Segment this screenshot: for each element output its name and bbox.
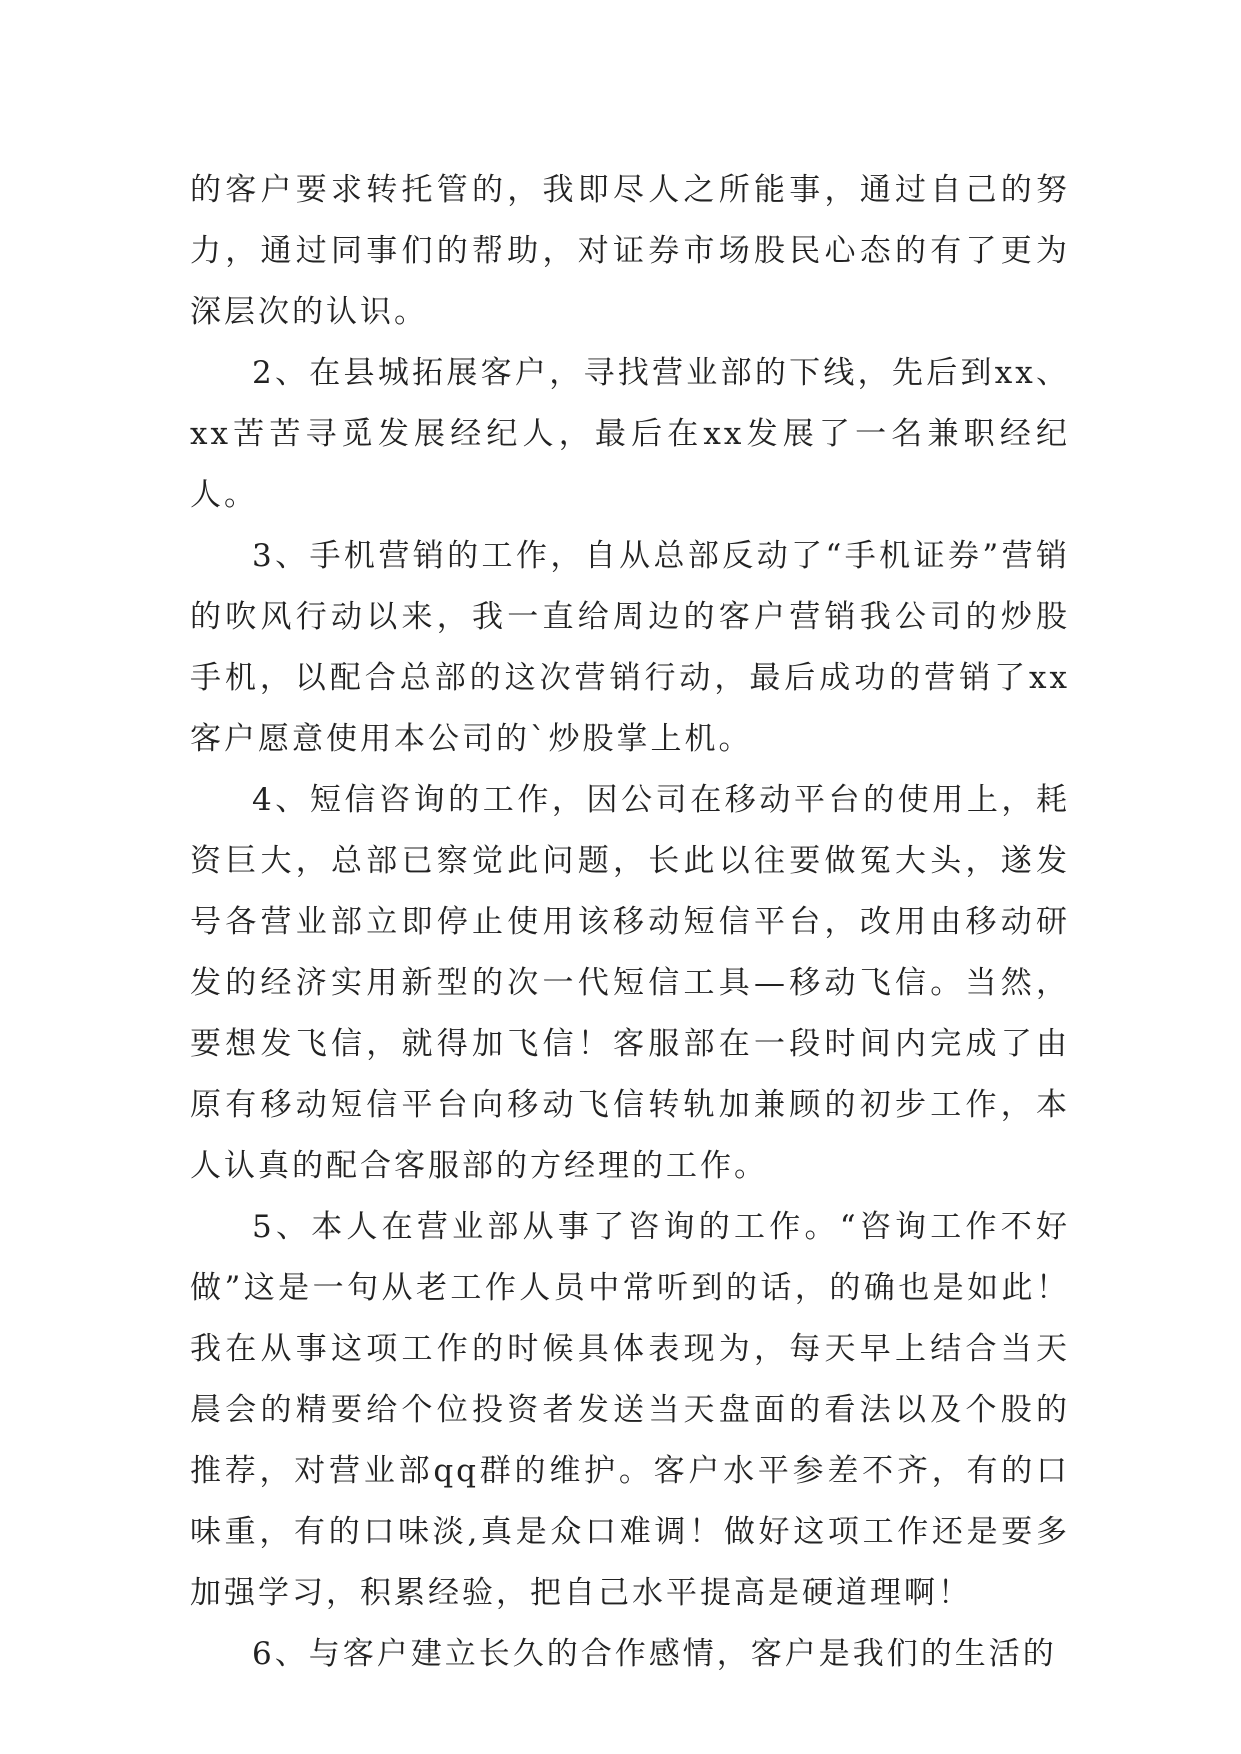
paragraph-1: 的客户要求转托管的，我即尽人之所能事，通过自己的努力，通过同事们的帮助，对证券市场股民心态的有了更为深层次的认识。 [190,172,1070,330]
document-body [190,160,1070,1685]
paragraph-3: 3、手机营销的工作，自从总部反动了“手机证券”营销的吹风行动以来，我一直给周边的客户营销我公司的炒股手机，以配合总部的这次营销行动，最后成功的营销了xx客户愿意使用本公司的`炒股掌上机。 [190,538,1070,757]
paragraph-6: 6、与客户建立长久的合作感情，客户是我们的生活的 [252,1636,1057,1672]
paragraph-5: 5、本人在营业部从事了咨询的工作。“咨询工作不好做”这是一句从老工作人员中常听到的话，的确也是如此！我在从事这项工作的时候具体表现为，每天早上结合当天晨会的精要给个位投资者发送当天盘面的看法以及个股的推荐，对营业部qq群的维护。客户水平参差不齐，有的口味重，有的口味淡,真是众口难调！做好这项工作还是要多加强学习，积累经验，把自己水平提高是硬道理啊！ [190,1209,1070,1611]
paragraph-2: 2、在县城拓展客户，寻找营业部的下线，先后到xx、xx苦苦寻觅发展经纪人，最后在xx发展了一名兼职经纪人。 [190,355,1070,513]
paragraph-4: 4、短信咨询的工作，因公司在移动平台的使用上，耗资巨大，总部已察觉此问题，长此以往要做冤大头，遂发号各营业部立即停止使用该移动短信平台，改用由移动研发的经济实用新型的次一代短信工具—移动飞信。当然，要想发飞信，就得加飞信！客服部在一段时间内完成了由原有移动短信平台向移动飞信转轨加兼顾的初步工作，本人认真的配合客服部的方经理的工作。 [190,782,1070,1184]
